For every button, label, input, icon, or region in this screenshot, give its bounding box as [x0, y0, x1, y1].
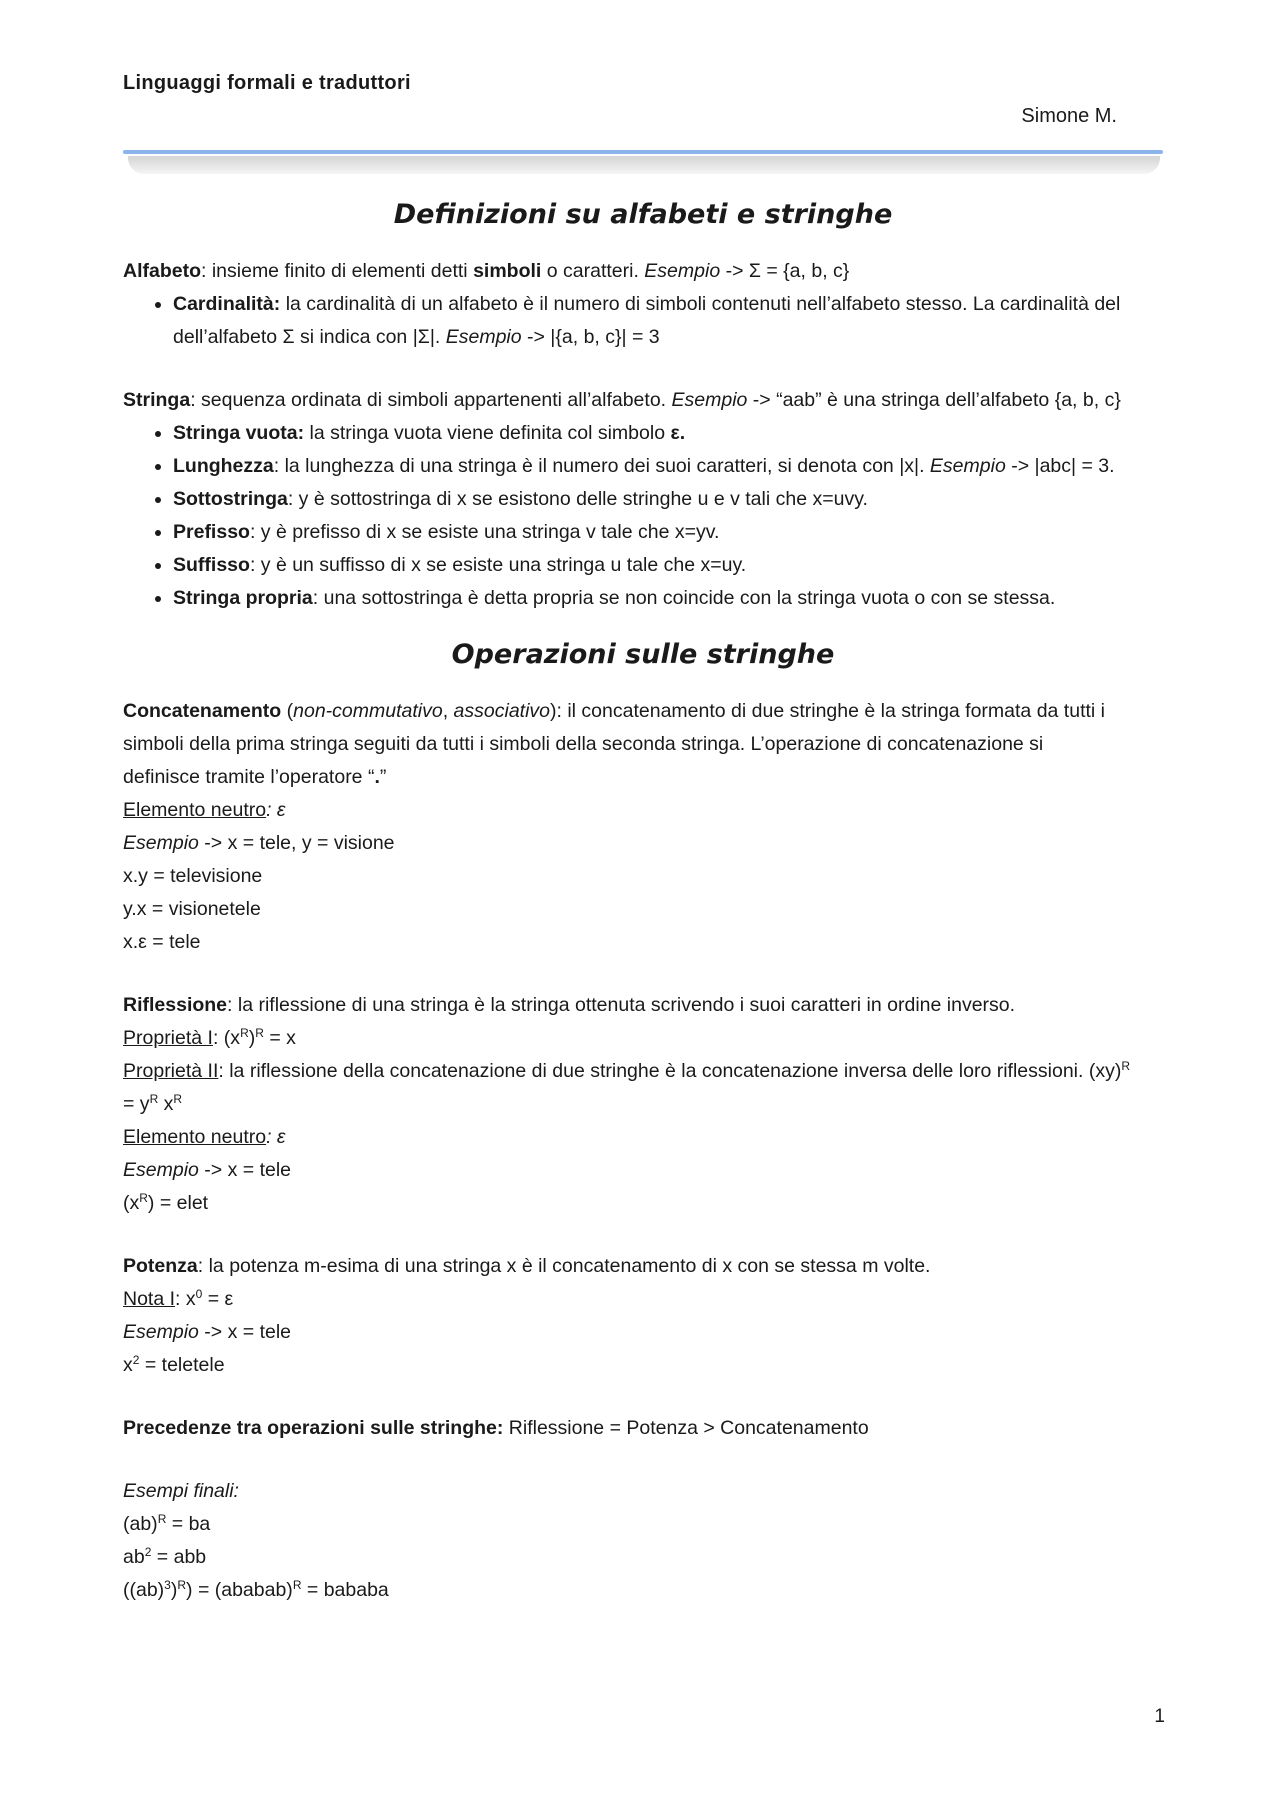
stringa-definition: Stringa: sequenza ordinata di simboli appartenenti all’alfabeto. Esempio -> “aab” è una stringa dell’alfabeto {a, b, c}	[123, 389, 1121, 411]
riflessione-prop2-line2: = $y^R$ $x^R$	[123, 1092, 183, 1115]
stringa-list	[123, 417, 1163, 615]
cardinalita-continuation: dell’alfabeto Σ si indica con |Σ|. Esempio -> |{a, b, c}| = 3	[173, 326, 660, 348]
header-rule-shadow	[128, 156, 1160, 174]
concat-line-yx: y.x = visionetele	[123, 898, 261, 920]
list-item: • Lunghezza: la lunghezza di una stringa è il numero dei suoi caratteri, si denota con |x|. Esempio -> |abc| = 3.	[173, 450, 1163, 483]
list-item: • Sottostringa: y è sottostringa di x se esistono delle stringhe u e v tali che x=uvy.	[173, 483, 1163, 516]
riflessione-esempio: Esempio -> x = tele	[123, 1159, 292, 1181]
concat-definition-line3: definisce tramite l’operatore “.”	[123, 766, 387, 788]
alfabeto-definition: Alfabeto: insieme finito di elementi detti simboli o caratteri. Esempio -> Σ = {a, b, c}	[123, 260, 850, 282]
precedenze-line: Precedenze tra operazioni sulle stringhe: Riflessione = Potenza > Concatenamento	[123, 1417, 869, 1439]
list-item: • Suffisso: y è un suffisso di x se esiste una stringa u tale che x=uy.	[173, 549, 1163, 582]
potenza-nota: Nota I: $x^0 = \varepsilon$	[123, 1287, 234, 1310]
concat-line-xy: x.y = televisione	[123, 865, 263, 887]
riflessione-result: $(x^R)$ = elet	[123, 1191, 209, 1214]
concat-definition: Concatenamento (non-commutativo, associativo): il concatenamento di due stringhe è la stringa formata da tutti i	[123, 700, 1105, 722]
potenza-esempio: Esempio -> x = tele	[123, 1321, 292, 1343]
potenza-result: $x^2$ = teletele	[123, 1353, 225, 1376]
section-heading-definizioni: Definizioni su alfabeti e stringhe	[393, 199, 893, 230]
concat-esempio: Esempio -> x = tele, y = visione	[123, 832, 395, 854]
list-item: • Prefisso: y è prefisso di x se esiste una stringa v tale che x=yv.	[173, 516, 1163, 549]
concat-neutro: Elemento neutro: ε	[123, 799, 286, 821]
esempio-finale-3: $((ab)^3)^R$) = (ababab)$^R$ = bababa	[123, 1578, 389, 1601]
section-heading-operazioni: Operazioni sulle stringhe	[451, 639, 835, 670]
esempio-finale-2: $ab^2$ = abb	[123, 1545, 207, 1568]
concat-line-xe: x.ε = tele	[123, 931, 201, 953]
riflessione-prop1: Proprietà I: $(x^R)^R = x$	[123, 1026, 296, 1049]
esempio-finale-1: (ab)$^R$ = ba	[123, 1512, 211, 1535]
page-number: 1	[1154, 1706, 1165, 1727]
riflessione-neutro: Elemento neutro: ε	[123, 1126, 286, 1148]
list-item: • Stringa vuota: la stringa vuota viene definita col simbolo ε.	[173, 417, 1163, 450]
riflessione-definition: Riflessione: la riflessione di una stringa è la stringa ottenuta scrivendo i suoi caratteri in ordine inverso.	[123, 994, 1016, 1016]
list-item: • Stringa propria: una sottostringa è detta propria se non coincide con la stringa vuota o con se stessa.	[173, 582, 1163, 615]
esempi-finali-title: Esempi finali:	[123, 1480, 239, 1502]
concat-definition-line2: simboli della prima stringa seguiti da tutti i simboli della seconda stringa. L’operazione di concatenazione si	[123, 733, 1044, 755]
potenza-definition: Potenza: la potenza m-esima di una stringa x è il concatenamento di x con se stessa m volte.	[123, 1255, 931, 1277]
list-item: • Cardinalità: la cardinalità di un alfabeto è il numero di simboli contenuti nell’alfabeto stesso. La cardinalità del	[173, 288, 1163, 321]
riflessione-prop2: Proprietà II: la riflessione della concatenazione di due stringhe è la concatenazione inversa delle loro riflessioni. (xy)$^R$	[123, 1059, 1130, 1082]
alfabeto-list	[123, 288, 1163, 321]
header-rule	[123, 150, 1163, 154]
header-author: Simone M.	[1021, 105, 1117, 127]
header-title: Linguaggi formali e traduttori	[123, 72, 411, 94]
page-content	[123, 195, 1163, 1607]
